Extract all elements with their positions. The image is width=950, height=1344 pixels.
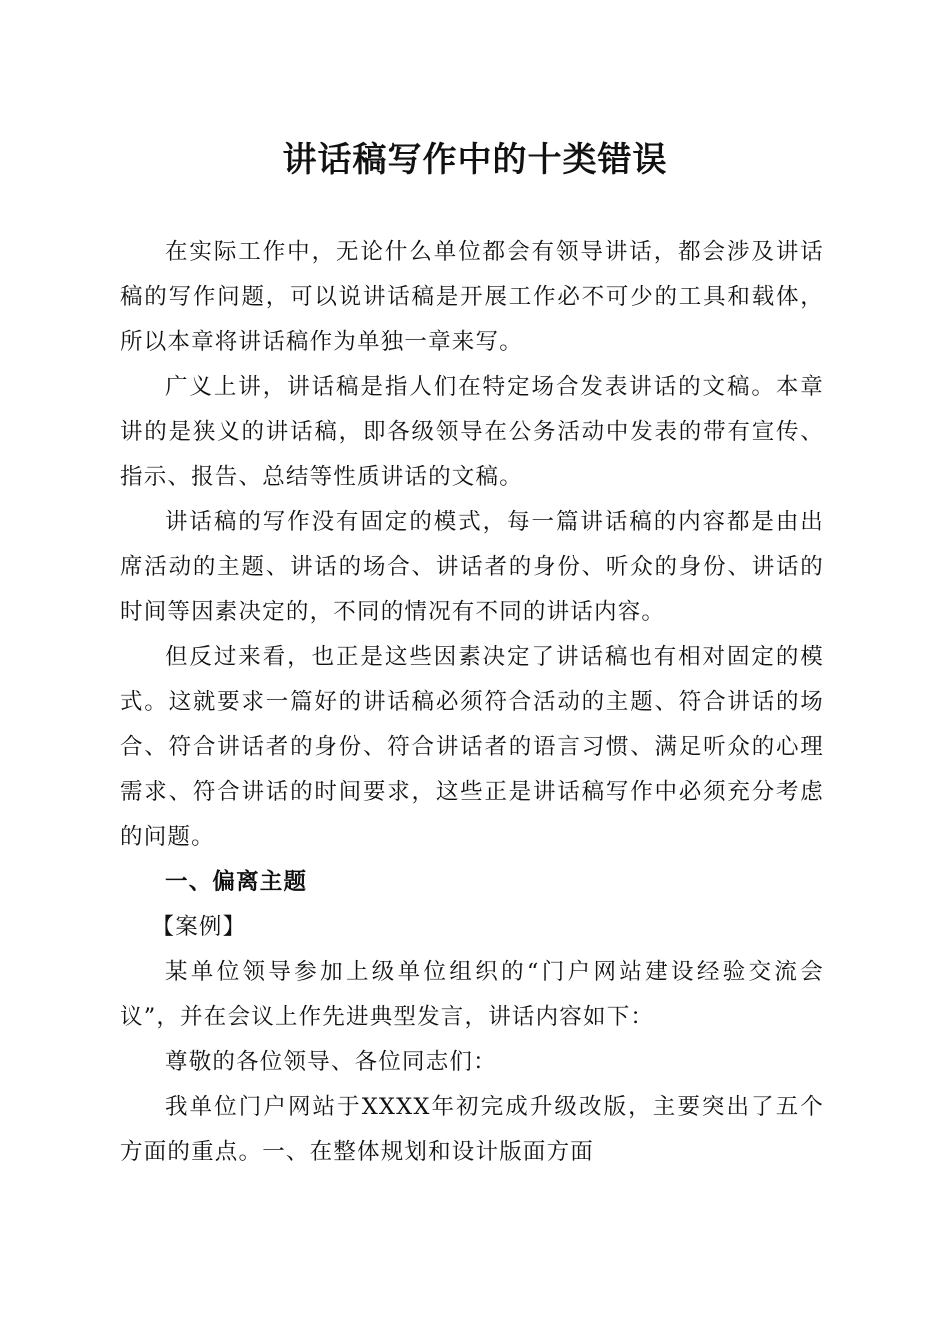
case-paragraph: 某单位领导参加上级单位组织的“门户网站建设经验交流会议”，并在会议上作先进典型发言，讲话内容如下： [120,959,824,1030]
body-paragraph: 广义上讲，讲话稿是指人们在特定场合发表讲话的文稿。本章讲的是狭义的讲话稿，即各级领导在公务活动中发表的带有宣传、指示、报告、总结等性质讲话的文稿。 [120,374,824,490]
body-paragraph: 讲话稿的写作没有固定的模式，每一篇讲话稿的内容都是由出席活动的主题、讲话的场合、讲话者的身份、听众的身份、讲话的时间等因素决定的，不同的情况有不同的讲话内容。 [120,509,824,625]
case-paragraph: 我单位门户网站于XXXX年初完成升级改版，主要突出了五个方面的重点。一、在整体规划和设计版面方面 [120,1094,824,1165]
document-title: 讲话稿写作中的十类错误 [282,140,668,180]
case-label: 【案例】 [151,914,247,940]
document-body [120,230,824,1175]
body-paragraph: 在实际工作中，无论什么单位都会有领导讲话，都会涉及讲话稿的写作问题，可以说讲话稿是开展工作必不可少的工具和载体，所以本章将讲话稿作为单独一章来写。 [120,239,824,355]
body-paragraph: 但反过来看，也正是这些因素决定了讲话稿也有相对固定的模式。这就要求一篇好的讲话稿必须符合活动的主题、符合讲话的场合、符合讲话者的身份、符合讲话者的语言习惯、满足听众的心理需求、符合讲话的时间要求，这些正是讲话稿写作中必须充分考虑的问题。 [120,644,824,850]
section-heading: 一、偏离主题 [165,869,308,895]
case-paragraph: 尊敬的各位领导、各位同志们： [165,1049,497,1075]
